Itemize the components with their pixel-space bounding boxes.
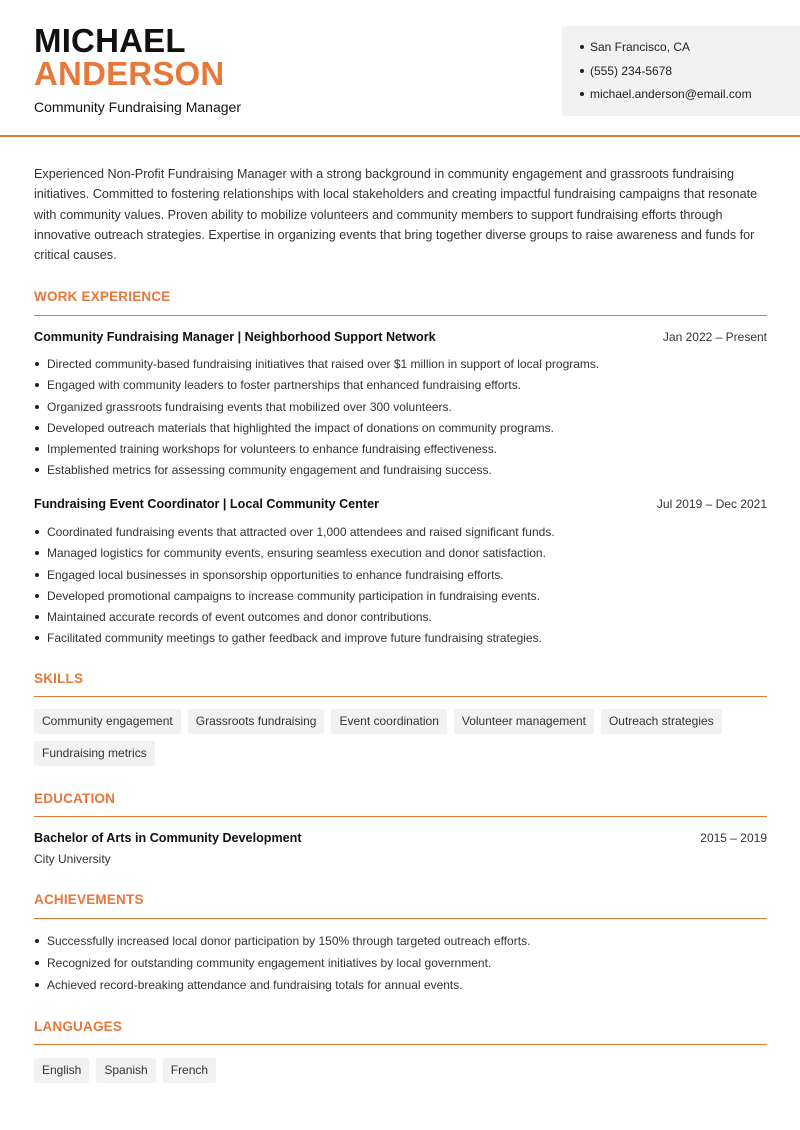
bullet-icon [35, 961, 39, 965]
section-divider [34, 918, 767, 919]
list-item: Facilitated community meetings to gather feedback and improve future fundraising strategies. [34, 630, 767, 651]
last-name: ANDERSON [34, 55, 225, 92]
job-role: Community Fundraising Manager | Neighborhood Support Network [34, 330, 436, 344]
language-chip: Spanish [96, 1058, 155, 1083]
bullet-icon [35, 405, 39, 409]
list-item: Recognized for outstanding community engagement initiatives by local government. [34, 955, 767, 977]
bullet-icon [35, 362, 39, 366]
list-item: Coordinated fundraising events that attracted over 1,000 attendees and raised significant funds. [34, 524, 767, 545]
skill-chip: Volunteer management [454, 709, 594, 734]
achievements-list [34, 933, 767, 999]
languages-list [34, 1058, 774, 1090]
list-item: Developed outreach materials that highlighted the impact of donations on community programs. [34, 420, 767, 441]
language-chip: French [163, 1058, 216, 1083]
job-title: Community Fundraising Manager [34, 99, 241, 115]
list-item: Successfully increased local donor participation by 150% through targeted outreach efforts. [34, 933, 767, 955]
education-dates: 2015 – 2019 [700, 831, 767, 845]
list-item: Maintained accurate records of event outcomes and donor contributions. [34, 609, 767, 630]
section-divider [34, 696, 767, 697]
professional-summary: Experienced Non-Profit Fundraising Manager with a strong background in community engagement and grassroots fundraising initiatives. Committed to fostering relationships with local stakeholders and creating impactful fundraising campaigns that resonate with community values. Proven ability to mobilize volunteers and community members to support fundraising efforts through innovative outreach strategies. Expertise in organizing events that bring together diverse groups to raise awareness and funds for critical causes. [34, 167, 758, 263]
section-title-work-experience: WORK EXPERIENCE [34, 289, 171, 304]
list-item: Engaged local businesses in sponsorship opportunities to enhance fundraising efforts. [34, 567, 767, 588]
bullet-icon [35, 983, 39, 987]
section-title-skills: SKILLS [34, 671, 84, 686]
list-item: Directed community-based fundraising initiatives that raised over $1 million in support of local programs. [34, 356, 767, 377]
list-item: Engaged with community leaders to foster partnerships that enhanced fundraising efforts. [34, 377, 767, 398]
contact-box [562, 26, 800, 116]
list-item: Developed promotional campaigns to increase community participation in fundraising events. [34, 588, 767, 609]
contact-location: San Francisco, CA [580, 39, 800, 63]
first-name: MICHAEL [34, 22, 186, 59]
bullet-icon [35, 573, 39, 577]
bullet-icon [35, 551, 39, 555]
job-role: Fundraising Event Coordinator | Local Community Center [34, 497, 379, 511]
list-item: Established metrics for assessing community engagement and fundraising success. [34, 462, 767, 483]
degree: Bachelor of Arts in Community Development [34, 831, 302, 845]
bullet-icon [580, 92, 584, 96]
list-item: Achieved record-breaking attendance and fundraising totals for annual events. [34, 977, 767, 999]
skill-chip: Event coordination [331, 709, 446, 734]
bullet-icon [35, 383, 39, 387]
job-bullets [34, 524, 767, 652]
section-title-education: EDUCATION [34, 791, 116, 806]
skill-chip: Fundraising metrics [34, 741, 155, 766]
list-item: Implemented training workshops for volunteers to enhance fundraising effectiveness. [34, 441, 767, 462]
section-divider [34, 816, 767, 817]
language-chip: English [34, 1058, 89, 1083]
bullet-icon [580, 69, 584, 73]
job-header [34, 497, 767, 511]
resume-header [0, 0, 800, 137]
job-header [34, 330, 767, 344]
bullet-icon [35, 530, 39, 534]
skills-list [34, 709, 774, 773]
contact-phone: (555) 234-5678 [580, 63, 800, 87]
section-divider [34, 1044, 767, 1045]
school-name: City University [34, 852, 111, 866]
list-item: Managed logistics for community events, ensuring seamless execution and donor satisfaction. [34, 545, 767, 566]
education-header [34, 831, 767, 845]
bullet-icon [580, 45, 584, 49]
section-title-languages: LANGUAGES [34, 1019, 123, 1034]
bullet-icon [35, 636, 39, 640]
section-divider [34, 315, 767, 316]
candidate-name [34, 24, 224, 90]
skill-chip: Outreach strategies [601, 709, 722, 734]
job-dates: Jan 2022 – Present [662, 330, 767, 344]
skill-chip: Grassroots fundraising [188, 709, 325, 734]
bullet-icon [35, 468, 39, 472]
bullet-icon [35, 426, 39, 430]
job-dates: Jul 2019 – Dec 2021 [656, 497, 767, 511]
job-bullets [34, 356, 767, 484]
bullet-icon [35, 939, 39, 943]
bullet-icon [35, 594, 39, 598]
list-item: Organized grassroots fundraising events that mobilized over 300 volunteers. [34, 399, 767, 420]
bullet-icon [35, 615, 39, 619]
skill-chip: Community engagement [34, 709, 181, 734]
contact-email: michael.anderson@email.com [580, 86, 800, 110]
bullet-icon [35, 447, 39, 451]
section-title-achievements: ACHIEVEMENTS [34, 892, 144, 907]
